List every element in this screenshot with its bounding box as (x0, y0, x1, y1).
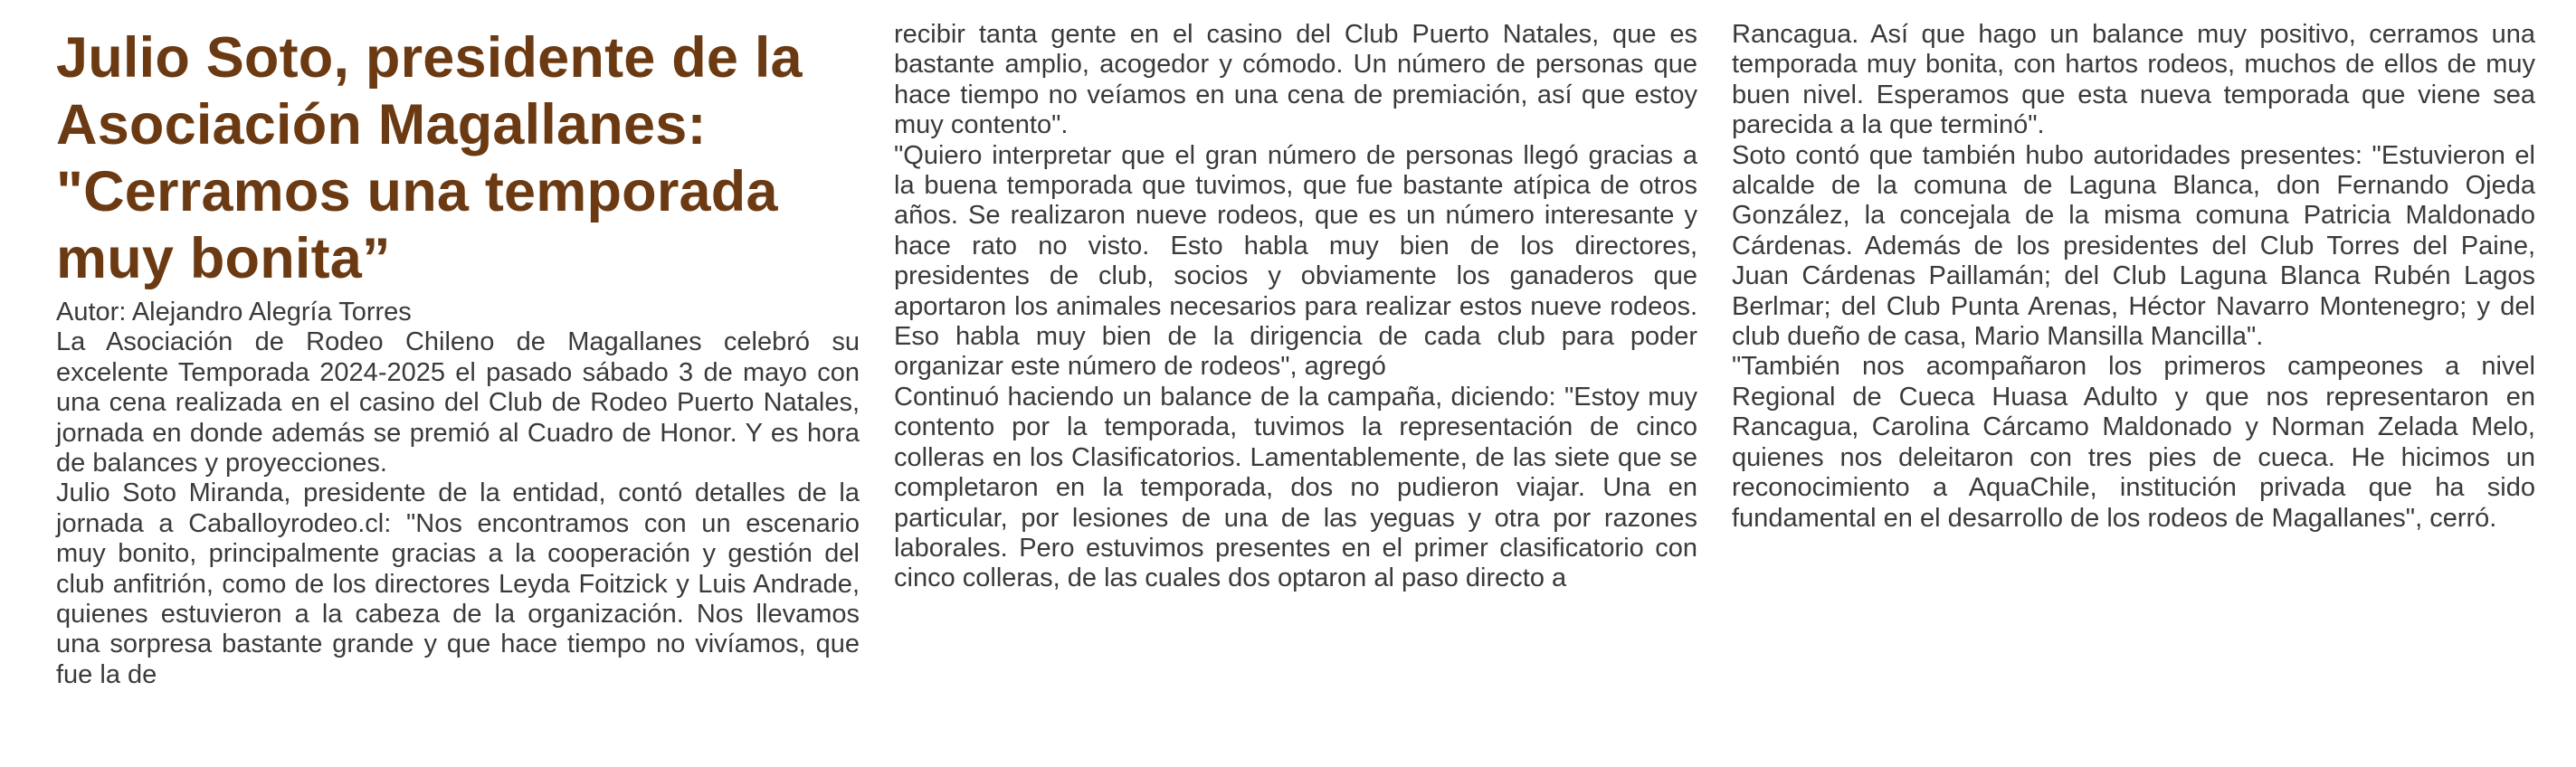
paragraph: Julio Soto Miranda, presidente de la entidad, contó detalles de la jornada a Caballoyrodeo.cl: "Nos encontramos con un escenario muy bonito, principalmente gracias a la cooperación y gestión del club anfitrión, como de los directores Leyda Foitzick y Luis Andrade, quienes estuvieron a la cabeza de la organización. Nos llevamos una sorpresa bastante grande y que hace tiempo no vivíamos, que fue la de (56, 478, 860, 689)
paragraph: "También nos acompañaron los primeros campeones a nivel Regional de Cueca Huasa Adulto y que nos representaron en Rancagua, Carolina Cárcamo Maldonado y Norman Zelada Melo, quienes nos deleitaron con tres pies de cueca. He hicimos un reconocimiento a AquaChile, institución privada que ha sido fundamental en el desarrollo de los rodeos de Magallanes", cerró. (1732, 352, 2535, 533)
paragraph: "Quiero interpretar que el gran número de personas llegó gracias a la buena temporada que tuvimos, que fue bastante atípica de otros años. Se realizaron nueve rodeos, que es un número interesante y hace rato no visto. Esto habla muy bien de los directores, presidentes de club, socios y obviamente los ganaderos que aportaron los animales necesarios para realizar estos nueve rodeos. Eso habla muy bien de la dirigencia de cada club para poder organizar este número de rodeos", agregó (894, 140, 1697, 382)
article (56, 20, 2535, 743)
paragraph: Soto contó que también hubo autoridades presentes: "Estuvieron el alcalde de la comuna de Laguna Blanca, don Fernando Ojeda González, la concejala de la misma comuna Patricia Maldonado Cárdenas. Además de los presidentes del Club Torres del Paine, Juan Cárdenas Paillamán; del Club Laguna Blanca Rubén Lagos Berlmar; del Club Punta Arenas, Héctor Navarro Montenegro; y del club dueño de casa, Mario Mansilla Mancilla". (1732, 140, 2535, 352)
headline: Julio Soto, presidente de la Asociación Magallanes: "Cerramos una temporada muy bonita” (56, 26, 803, 290)
paragraph: La Asociación de Rodeo Chileno de Magallanes celebró su excelente Temporada 2024-2025 el pasado sábado 3 de mayo con una cena realizada en el casino del Club de Rodeo Puerto Natales, jornada en donde además se premió al Cuadro de Honor. Y es hora de balances y proyecciones. (56, 327, 860, 478)
author-byline: Autor: Alejandro Alegría Torres (56, 298, 412, 327)
paragraph: recibir tanta gente en el casino del Club Puerto Natales, que es bastante amplio, acogedor y cómodo. Un número de personas que hace tiempo no veíamos en una cena de premiación, así que estoy muy contento". (894, 20, 1697, 140)
article-column-3 (1732, 20, 2535, 743)
paragraph: Rancagua. Así que hago un balance muy positivo, cerramos una temporada muy bonita, con hartos rodeos, muchos de ellos de muy buen nivel. Esperamos que esta nueva temporada que viene sea parecida a la que terminó". (1732, 20, 2535, 140)
article-column-2 (894, 20, 1697, 743)
paragraph: Continuó haciendo un balance de la campaña, diciendo: "Estoy muy contento por la temporada, tuvimos la representación de cinco colleras en los Clasificatorios. Lamentablemente, de las siete que se completaron en la temporada, dos no pudieron viajar. Una en particular, por lesiones de una de las yeguas y otra por razones laborales. Pero estuvimos presentes en el primer clasificatorio con cinco colleras, de las cuales dos optaron al paso directo a (894, 382, 1697, 593)
article-column-1 (56, 20, 860, 743)
